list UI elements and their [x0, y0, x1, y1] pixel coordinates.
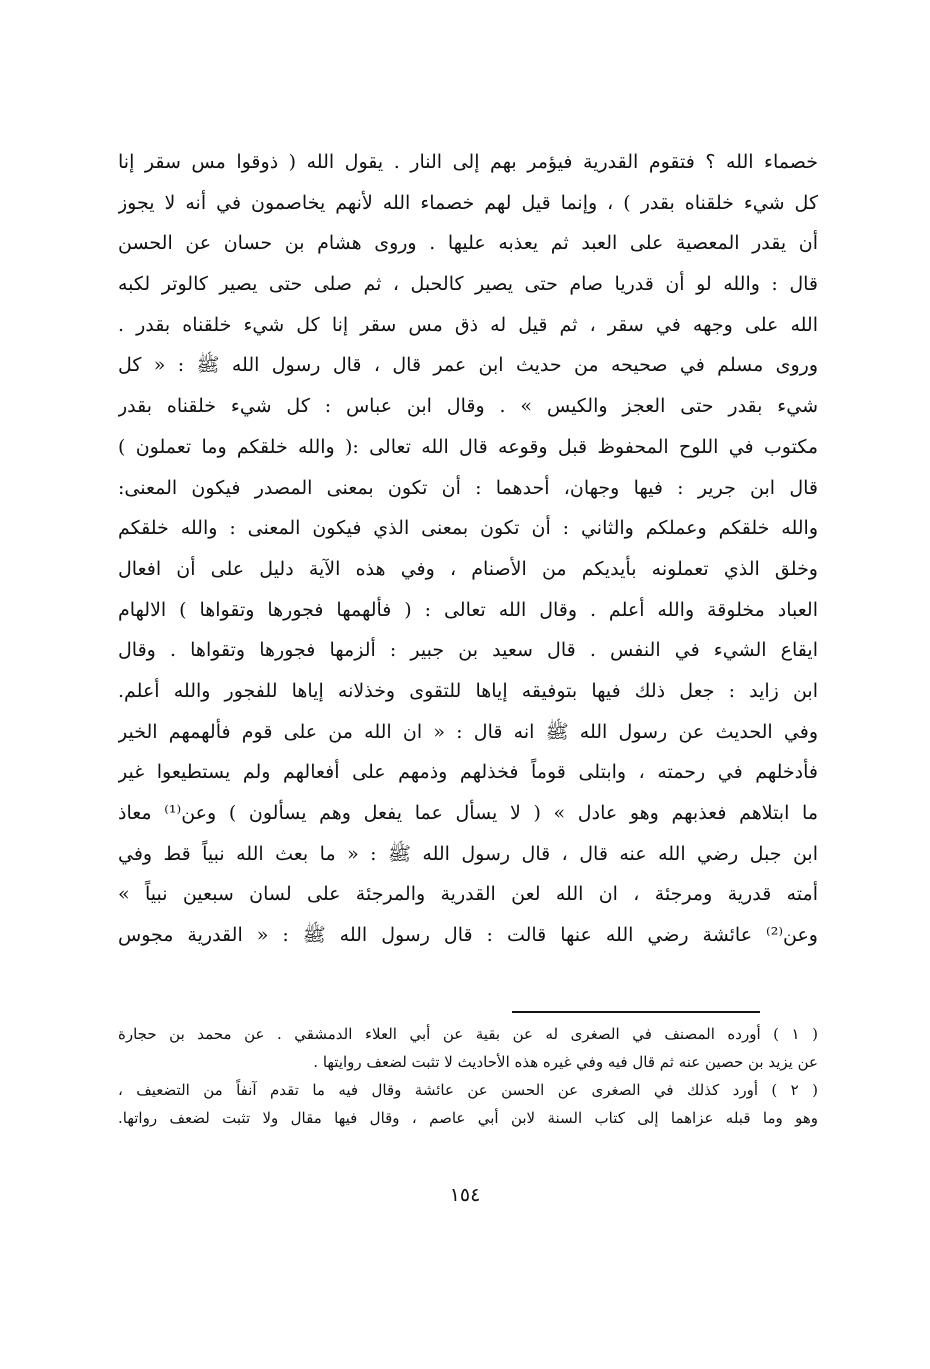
text-line: الله على وجهه في سقر ، ثم قيل له ذق مس سقر إنا كل شيء خلقناه بقدر .	[118, 313, 818, 336]
text-line: شيء بقدر حتى العجز والكيس » . وقال ابن عباس : كل شيء خلقناه بقدر	[118, 395, 818, 418]
footnote-line: ( ٢ ) أورد كذلك في الصغرى عن الحسن عن عائشة وقال فيه ما تقدم آنفاً من التضعيف ،	[118, 1081, 818, 1099]
text-line: العباد مخلوقة والله أعلم . وقال الله تعالى : ( فألهمها فجورها وتقواها ) الالهام	[118, 598, 818, 621]
text-line: والله خلقكم وعملكم والثاني : أن تكون بمعنى الذي فيكون المعنى : والله خلقكم	[118, 517, 818, 540]
text-line: وفي الحديث عن رسول الله ﷺ انه قال : « ان الله من على قوم فألهمهم الخير	[118, 720, 818, 743]
footnotes	[118, 1020, 818, 1132]
text-line: وروى مسلم في صحيحه من حديث ابن عمر قال ، قال رسول الله ﷺ : « كل	[118, 354, 818, 377]
text-line: مكتوب في اللوح المحفوظ قبل وقوعه قال الله تعالى :( والله خلقكم وما تعملون )	[118, 435, 818, 458]
text-line: كل شيء خلقناه بقدر ) ، وإنما قيل لهم خصماء الله لأنهم يخاصمون في أنه لا يجوز	[118, 191, 818, 214]
text-line: ايقاع الشيء في النفس . قال سعيد بن جبير : ألزمها فجورها وتقواها . وقال	[118, 639, 818, 662]
text-line: وخلق الذي تعملونه بأيديكم من الأصنام ، وفي هذه الآية دليل على أن افعال	[118, 557, 818, 580]
page-number: ١٥٤	[449, 1184, 481, 1206]
footnote-line: عن يزيد بن حصين عنه ثم قال فيه وفي غيره هذه الأحاديث لا تثبت لضعف روايتها .	[313, 1053, 818, 1071]
footnote-separator	[512, 1011, 760, 1013]
text-line: ابن جبل رضي الله عنه قال ، قال رسول الله ﷺ : « ما بعث الله نبياً قط وفي	[118, 842, 818, 865]
text-line: قال : والله لو أن قدريا صام حتى يصير كالحبل ، ثم صلى حتى يصير كالوتر لكبه	[118, 273, 818, 296]
footnote-line: وهو وما قبله عزاهما إلى كتاب السنة لابن أبي عاصم ، وقال فيها مقال ولا تثبت لضعف رواتها.	[118, 1109, 818, 1127]
text-line: وعن⁽²⁾ عائشة رضي الله عنها قالت : قال رسول الله ﷺ : « القدرية مجوس	[118, 924, 818, 947]
text-line: ابن زايد : جعل ذلك فيها بتوفيقه إياها للتقوى وخذلانه إياها للفجور والله أعلم.	[118, 679, 818, 702]
text-line: فأدخلهم في رحمته ، وابتلى قوماً فخذلهم وذمهم على أفعالهم ولم يستطيعوا غير	[118, 761, 818, 784]
text-line: قال ابن جرير : فيها وجهان، أحدهما : أن تكون بمعنى المصدر فيكون المعنى:	[118, 476, 818, 499]
text-line: أمته قدرية ومرجئة ، ان الله لعن القدرية والمرجئة على لسان سبعين نبياً »	[118, 883, 818, 906]
text-line: خصماء الله ؟ فتقوم القدرية فيؤمر بهم إلى النار . يقول الله ( ذوقوا مس سقر إنا	[118, 151, 818, 173]
text-line: ما ابتلاهم فعذبهم وهو عادل » ( لا يسأل عما يفعل وهم يسألون ) وعن⁽¹⁾ معاذ	[118, 802, 818, 824]
text-line: أن يقدر المعصية على العبد ثم يعذبه عليها . وروى هشام بن حسان عن الحسن	[118, 232, 818, 255]
footnote-line: ( ١ ) أورده المصنف في الصغرى له عن بقية عن أبي العلاء الدمشقي . عن محمد بن حجارة	[118, 1025, 818, 1043]
body-text	[118, 142, 818, 956]
